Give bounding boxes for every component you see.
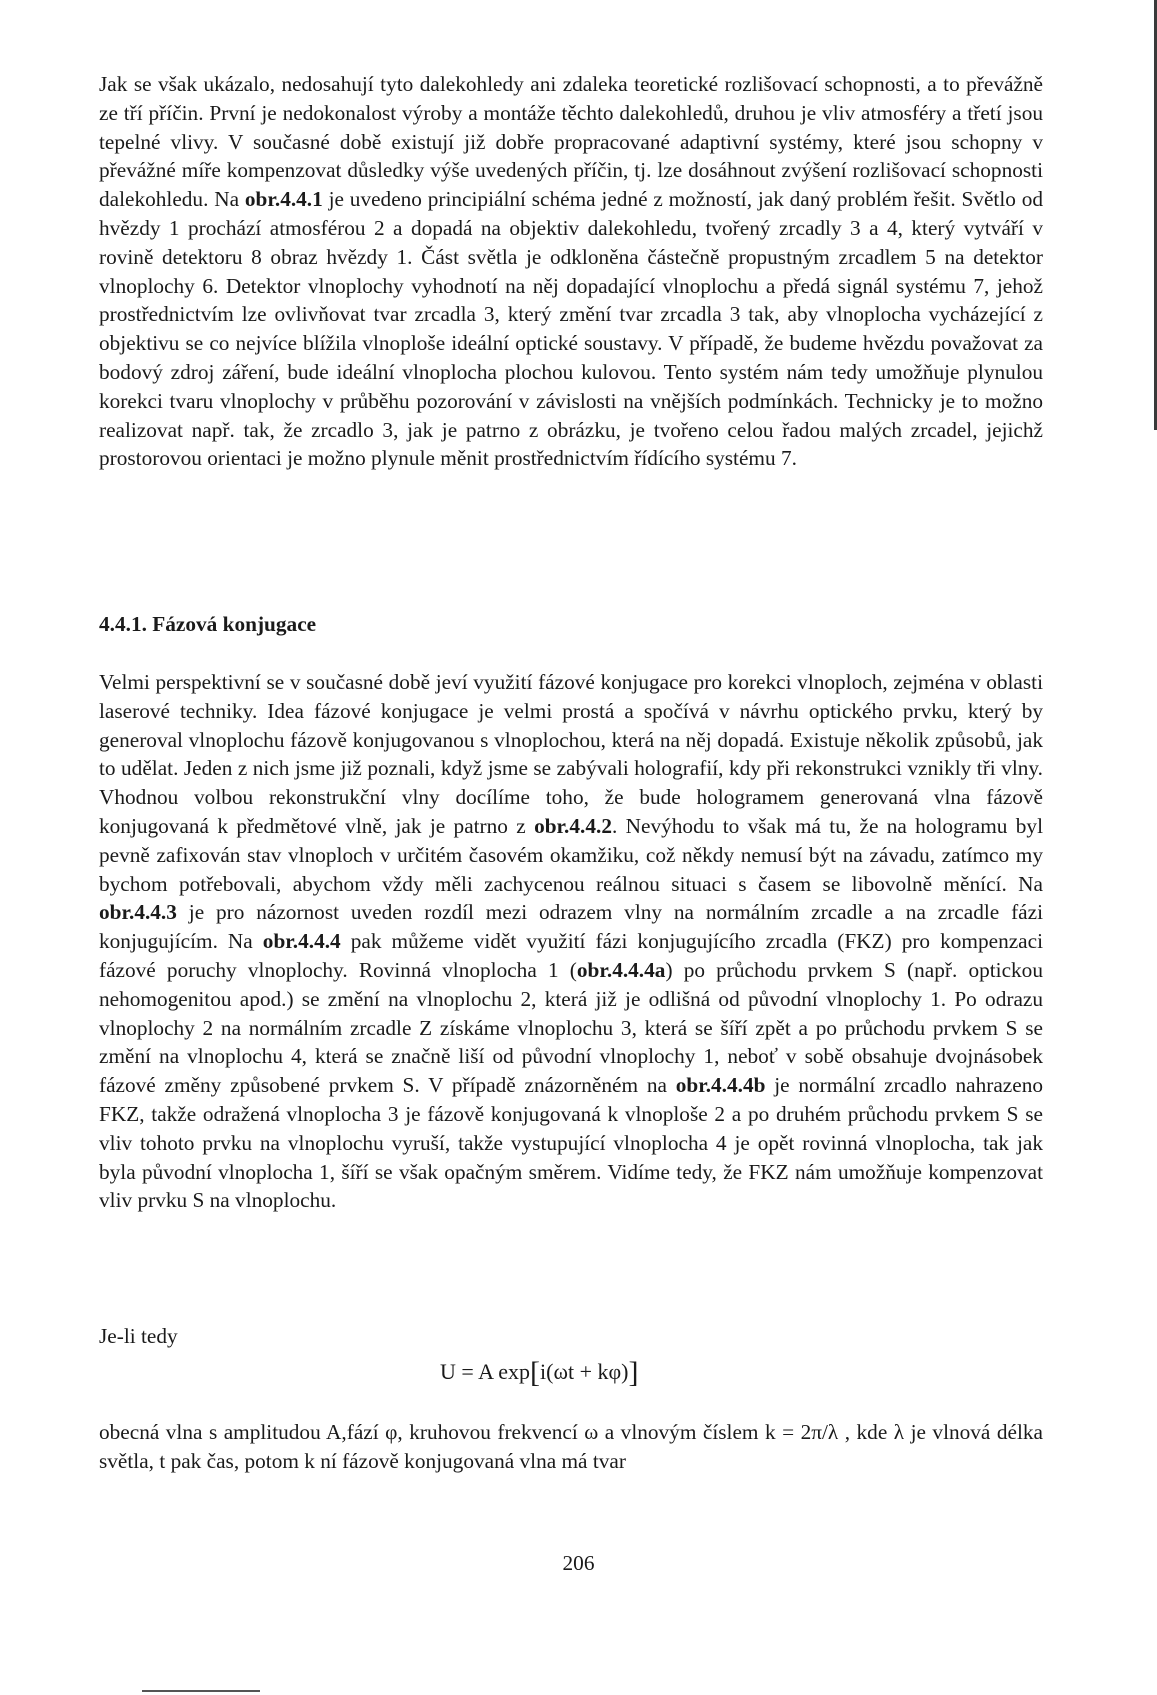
formula-close-bracket: ] bbox=[628, 1356, 639, 1389]
scan-artifact-line bbox=[142, 1690, 260, 1692]
figure-reference: obr.4.4.1 bbox=[244, 187, 323, 212]
section-heading: 4.4.1. Fázová konjugace bbox=[99, 612, 317, 636]
figure-reference: obr.4.4.4a bbox=[576, 957, 666, 982]
text-run: . Nevýhodu to však má tu, že na hologramu byl pevně zafixován stav vlnoploch v určitém časovém okamžiku, což někdy nemusí být na závadu, zatímco my bychom potřebovali, abychom vždy měli zachycenou reálnou situaci s časem se libovolně měnící. Na bbox=[99, 813, 1043, 896]
paragraph-jeli-tedy: Je-li tedy bbox=[99, 1324, 178, 1348]
figure-reference: obr.4.4.2 bbox=[534, 813, 612, 838]
text-run: Velmi perspektivní se v současné době jeví využití fázové konjugace pro korekci vlnoploch, zejména v oblasti laserové techniky. Idea fázové konjugace je velmi prostá a spočívá v návrhu optického prvku, který by generoval vlnoplochu fázově konjugovanou s vlnoplochou, která na něj dopadá. Existuje několik způsobů, jak to udělat. Jeden z nich jsme již poznali, když jsme se zabývali holografií, kdy při rekonstrukci vznikly tři vlny. Vhodnou volbou rekonstrukční vlny docílíme toho, že bude hologramem generovaná vlna fázově konjugovaná k předmětové vlně, jak je patrno z bbox=[99, 670, 1043, 838]
paragraph-phase-conjugation bbox=[99, 668, 1043, 1215]
figure-reference: obr.4.4.4 bbox=[262, 929, 341, 954]
formula-open-bracket: [ bbox=[530, 1356, 541, 1389]
page-number: 206 bbox=[562, 1551, 595, 1575]
formula-inner: i(ωt + kφ) bbox=[540, 1359, 629, 1384]
figure-reference: obr.4.4.3 bbox=[99, 900, 177, 925]
text-run: je normální zrcadlo nahrazeno FKZ, takže odražená vlnoplocha 3 je fázově konjugovaná k vlnoploše 2 a po druhém průchodu prvkem S se vliv tohoto prvku na vlnoplochu vyruší, takže vystupující vlnoplocha 4 je opět rovinná vlnoplocha, tak jak byla původní vlnoplocha 1, šíří se však opačným směrem. Vidíme tedy, že FKZ nám umožňuje kompenzovat vliv prvku S na vlnoplochu. bbox=[99, 1073, 1043, 1213]
figure-reference: obr.4.4.4b bbox=[675, 1073, 766, 1098]
text-run: ) po průchodu prvkem S (např. optickou nehomogenitou apod.) se změní na vlnoplochu 2, která již je odlišná od původní vlnoplochy 1. Po odrazu vlnoplochy 2 na normálním zrcadle Z získáme vlnoplochu 3, která se šíří zpět a po průchodu prvkem S se změní na vlnoplochu 4, která se značně liší od původní vlnoplochy 1, neboť v sobě obsahuje dvojnásobek fázové změny způsobené prvkem S. V případě znázorněném na bbox=[99, 957, 1043, 1098]
text-run: pak můžeme vidět využití fázi konjugujícího zrcadla (FKZ) pro kompenzaci fázové poruchy vlnoplochy. Rovinná vlnoplocha 1 ( bbox=[99, 929, 1043, 982]
formula-lhs: U = A exp bbox=[440, 1359, 531, 1384]
text-run: Jak se však ukázalo, nedosahují tyto dalekohledy ani zdaleka teoretické rozlišovací schopnosti, a to převážně ze tří příčin. První je nedokonalost výroby a montáže těchto dalekohledů, druhou je vliv atmosféry a třetí jsou tepelné vlivy. V současné době existují již dobře propracované adaptivní systémy, které jsou schopny v převážné míře kompenzovat důsledky výše uvedených příčin, tj. lze dosáhnout zvýšení rozlišovací schopnosti dalekohledu. Na bbox=[99, 72, 1043, 212]
wave-equation bbox=[440, 1354, 740, 1391]
paragraph-adaptive-optics bbox=[99, 70, 1043, 473]
text-run: je uvedeno principiální schéma jedné z možností, jak daný problém řešit. Světlo od hvězdy 1 prochází atmosférou 2 a dopadá na objektiv dalekohledu, tvořený zrcadly 3 a 4, který vytváří v rovině detektoru 8 obraz hvězdy 1. Část světla je odkloněna částečně propustným zrcadlem 5 na detektor vlnoplochy 6. Detektor vlnoplochy vyhodnotí na něj dopadající vlnoplochu a předá signál systému 7, jehož prostřednictvím lze ovlivňovat tvar zrcadla 3, který změní tvar zrcadla 3 tak, aby vlnoplocha vycházející z objektivu se co nejvíce blížila vlnoploše ideální optické soustavy. V případě, že budeme hvězdu považovat za bodový zdroj záření, bude ideální vlnoplocha plochou kulovou. Tento systém nám tedy umožňuje plynulou korekci tvaru vlnoplochy v průběhu pozorování v závislosti na vnějších podmínkách. Technicky je to možno realizovat např. tak, že zrcadlo 3, jak je patrno z obrázku, je tvořeno celou řadou malých zrcadel, jejichž prostorovou orientaci je možno plynule měnit prostřednictvím řídícího systému 7. bbox=[99, 187, 1043, 471]
text-run: je pro názornost uveden rozdíl mezi odrazem vlny na normálním zrcadle a na zrcadle fázi konjugujícím. Na bbox=[99, 900, 1043, 954]
paragraph-wave-description bbox=[99, 1418, 1043, 1476]
text-run: obecná vlna s amplitudou A,fází φ, kruhovou frekvencí ω a vlnovým číslem k = 2π/λ , kde λ je vlnová délka světla, t pak čas, potom k ní fázově konjugovaná vlna má tvar bbox=[99, 1420, 1043, 1473]
